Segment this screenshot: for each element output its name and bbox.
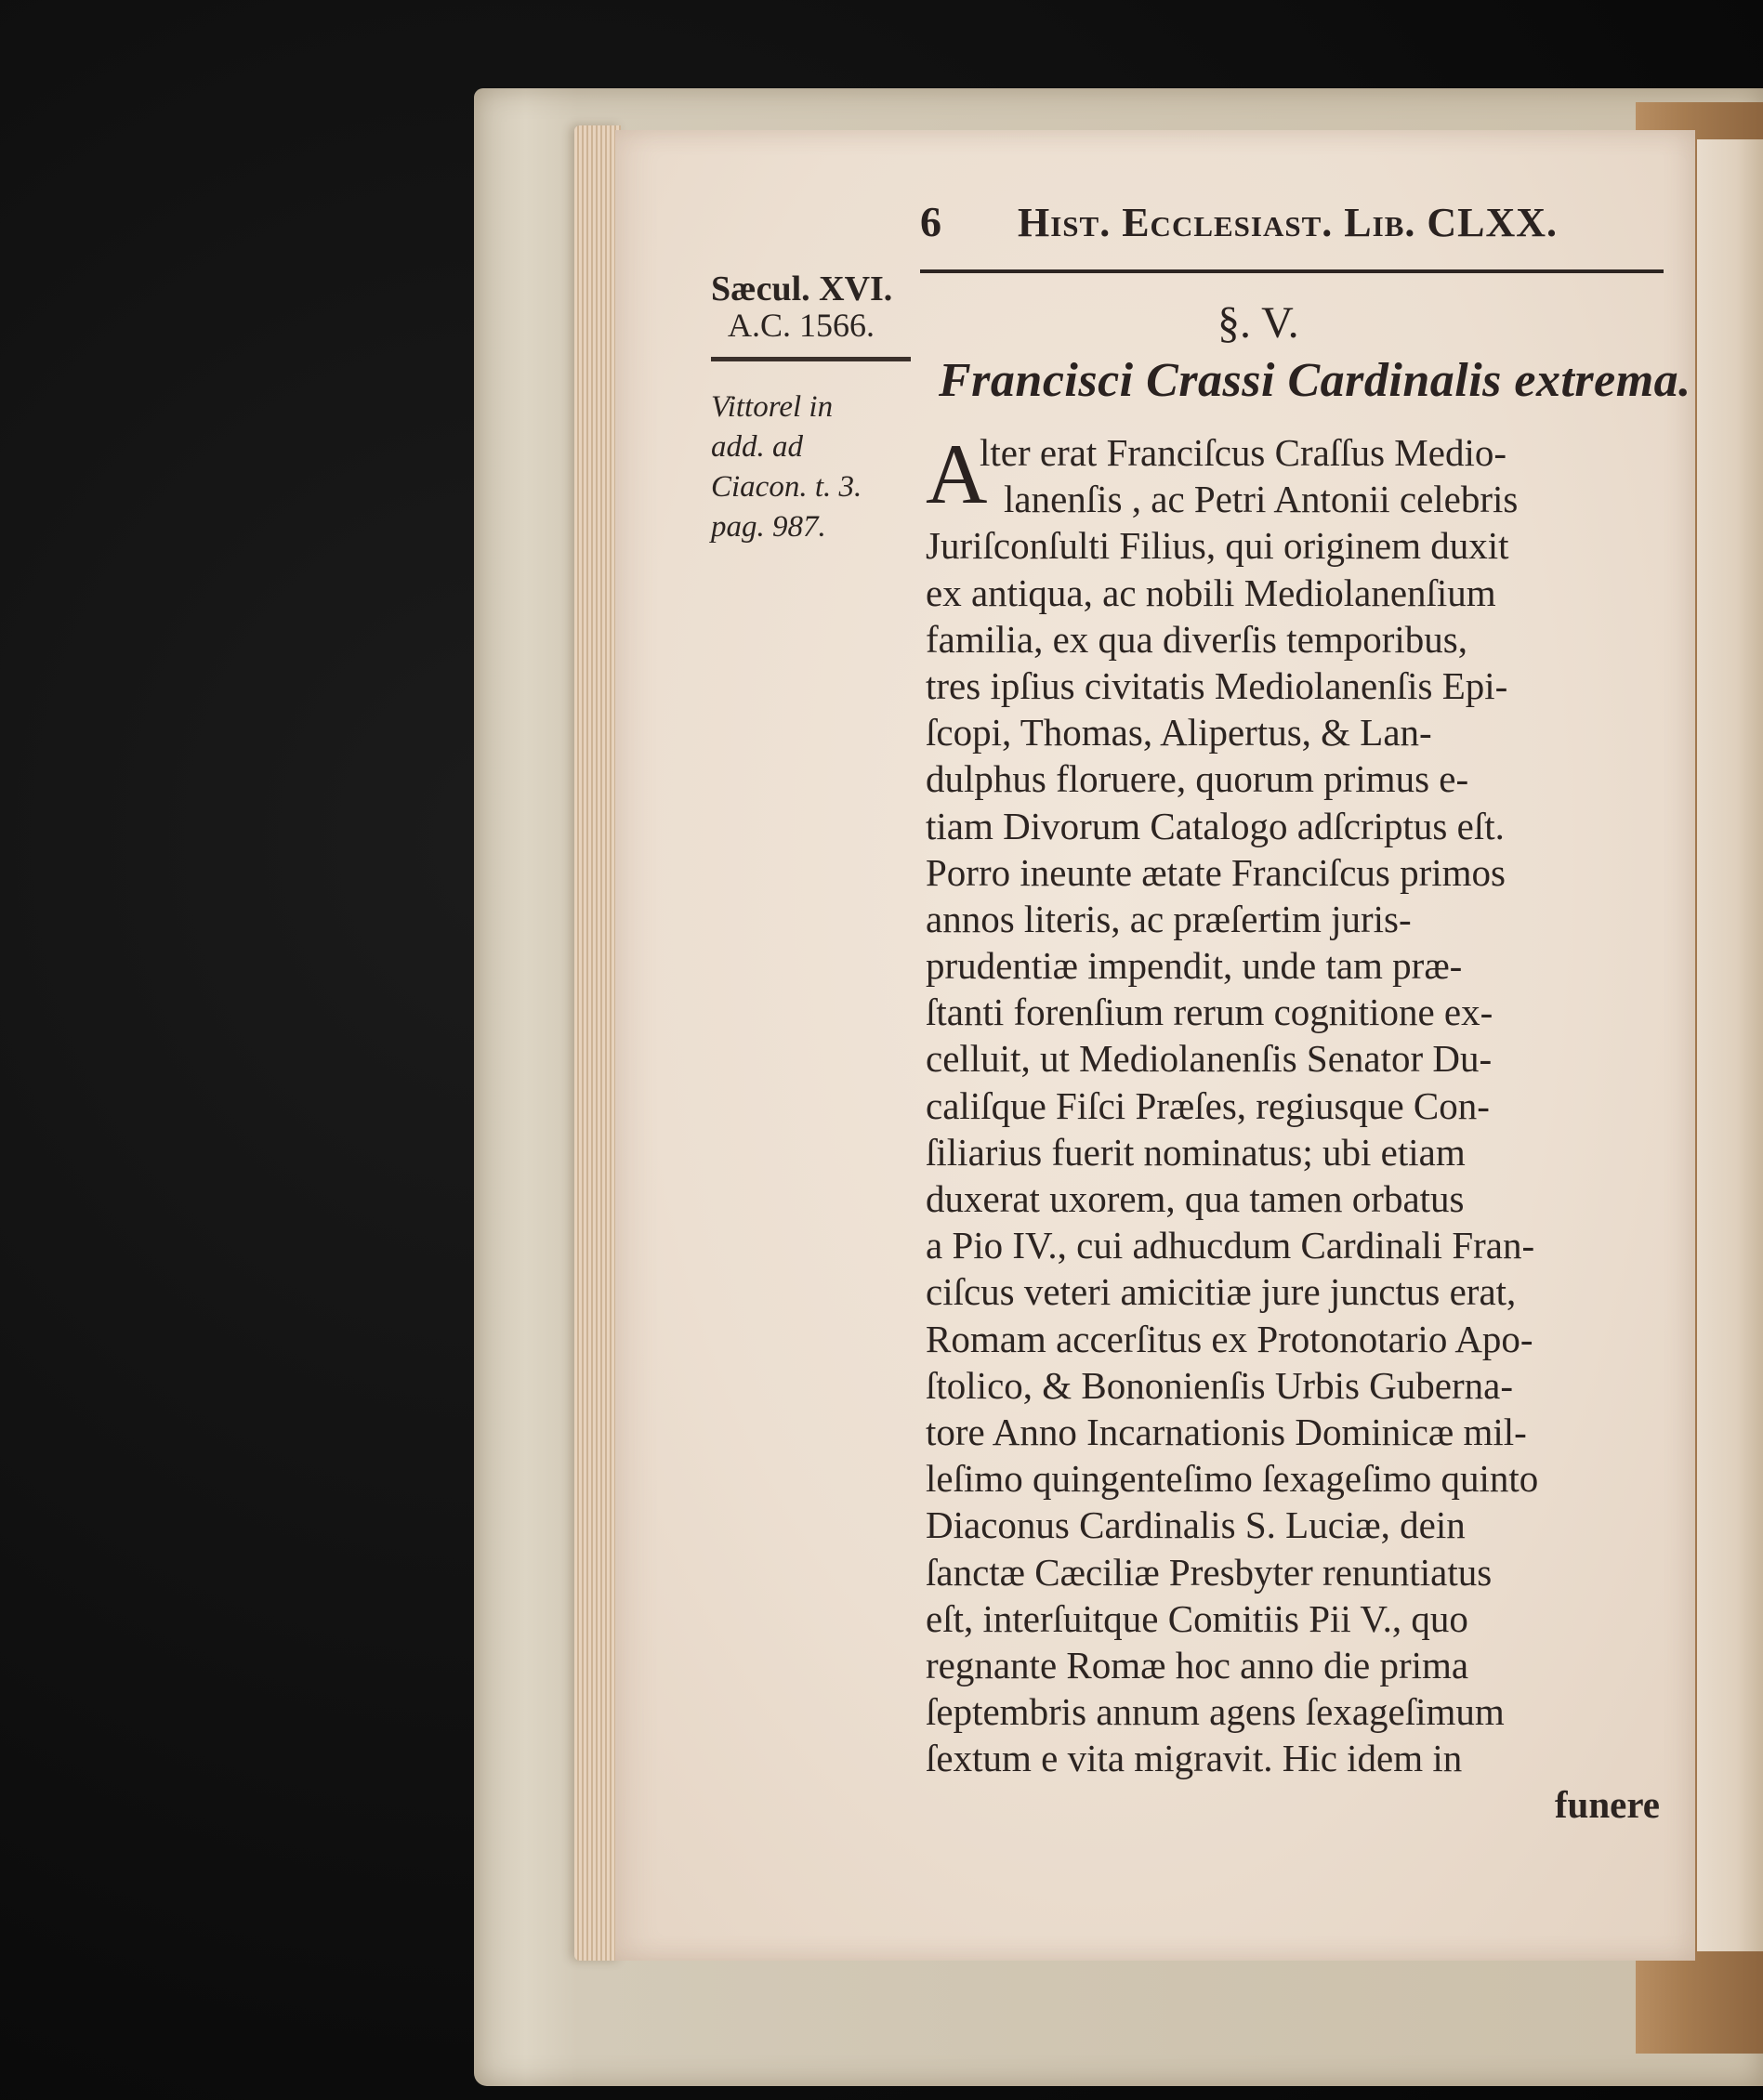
running-title: Hist. Ecclesiast. Lib. CLXX. <box>1018 200 1559 245</box>
catchword-line <box>926 1781 1660 1828</box>
text-line <box>926 1455 1660 1502</box>
text-line-content: lanenſis , ac Petri Antonii celebris <box>1004 478 1519 521</box>
text-line-content: tres ipſius civitatis Mediolanenſis Epi- <box>926 663 1508 707</box>
facing-page-edge <box>1697 139 1763 1951</box>
text-line-content: Romam accerſitus ex Protonotario Apo- <box>926 1317 1533 1360</box>
text-line <box>926 1083 1660 1129</box>
text-line-content: ſtolico, & Bononienſis Urbis Guberna- <box>926 1363 1513 1407</box>
page-number: 6 <box>920 198 941 245</box>
text-line-content: leſimo quingenteſimo ſexageſimo quinto <box>926 1457 1539 1501</box>
text-line-content: eſt, interſuitque Comitiis Pii V., quo <box>926 1596 1468 1640</box>
text-line <box>926 803 1660 849</box>
text-line-content: a Pio IV., cui adhucdum Cardinali Fran- <box>926 1224 1535 1267</box>
text-line <box>926 1735 1660 1781</box>
text-line-content: ſeptembris annum agens ſexageſimum <box>926 1690 1505 1734</box>
text-line-content: Juriſconſulti Filius, qui originem duxit <box>926 524 1509 568</box>
text-line <box>926 1549 1660 1595</box>
text-line-content: ſcopi, Thomas, Alipertus, & Lan- <box>926 711 1432 755</box>
text-line <box>926 616 1660 663</box>
running-header <box>920 197 1673 253</box>
margin-century: Sæcul. XVI. <box>711 269 893 308</box>
text-line <box>926 709 1660 755</box>
text-line-content: prudentiæ impendit, unde tam præ- <box>926 944 1463 988</box>
text-line <box>926 1316 1660 1362</box>
margin-rule <box>711 357 911 361</box>
text-line <box>926 1362 1660 1409</box>
text-line <box>926 1502 1660 1548</box>
text-line-content: tore Anno Incarnationis Dominicæ mil- <box>926 1410 1527 1453</box>
margin-year: A.C. 1566. <box>728 307 875 344</box>
text-line-content: familia, ex qua diverſis temporibus, <box>926 617 1467 661</box>
text-line <box>926 570 1660 616</box>
text-line <box>926 1268 1660 1315</box>
text-line <box>926 1175 1660 1222</box>
page-block-edges <box>574 125 621 1961</box>
text-line-content: dulphus floruere, quorum primus e- <box>926 757 1469 801</box>
text-line <box>926 1222 1660 1268</box>
text-line-content: ſtanti forenſium rerum cognitione ex- <box>926 991 1493 1034</box>
text-line-content: caliſque Fiſci Præſes, regiusque Con- <box>926 1083 1490 1127</box>
text-line-content: celluit, ut Mediolanenſis Senator Du- <box>926 1037 1493 1081</box>
text-line-content: annos literis, ac præſertim juris- <box>926 897 1412 940</box>
section-mark: §. V. <box>1217 298 1299 348</box>
text-line <box>926 942 1660 989</box>
text-line <box>926 849 1660 896</box>
text-line-content: Porro ineunte ætate Franciſcus primos <box>926 850 1506 894</box>
text-line <box>926 1642 1660 1688</box>
margin-reference: Vittorel in add. ad Ciacon. t. 3. pag. 987. <box>711 390 862 544</box>
text-line-content: ſextum e vita migravit. Hic idem in <box>926 1737 1463 1780</box>
drop-cap: A <box>926 427 988 521</box>
text-line <box>926 1595 1660 1642</box>
text-line <box>926 1035 1660 1082</box>
text-line <box>926 476 1660 522</box>
text-line-content: regnante Romæ hoc anno die prima <box>926 1643 1469 1687</box>
text-line <box>926 989 1660 1035</box>
text-line <box>926 1409 1660 1455</box>
text-line <box>926 663 1660 709</box>
text-line <box>926 522 1660 569</box>
catchword: funere <box>1554 1783 1660 1827</box>
body-text <box>926 429 1660 1829</box>
text-line <box>926 896 1660 942</box>
text-line-content: ciſcus veteri amicitiæ jure junctus erat, <box>926 1270 1517 1314</box>
text-line-content: lter erat Franciſcus Craſſus Medio- <box>980 431 1506 474</box>
text-line-content: Diaconus Cardinalis S. Luciæ, dein <box>926 1503 1466 1547</box>
margin-note <box>711 271 920 547</box>
text-line-content: ſiliarius fuerit nominatus; ubi etiam <box>926 1130 1466 1174</box>
text-line <box>926 755 1660 802</box>
text-line-content: ex antiqua, ac nobili Mediolanenſium <box>926 571 1496 614</box>
text-line <box>926 1129 1660 1175</box>
header-rule <box>920 269 1664 273</box>
text-line <box>926 1688 1660 1735</box>
text-line-content: ſanctæ Cæciliæ Presbyter renuntiatus <box>926 1550 1493 1594</box>
text-line-content: tiam Divorum Catalogo adſcriptus eſt. <box>926 804 1505 847</box>
text-line-content: duxerat uxorem, qua tamen orbatus <box>926 1177 1465 1220</box>
section-title: Francisci Crassi Cardinalis extrema. <box>939 354 1691 407</box>
